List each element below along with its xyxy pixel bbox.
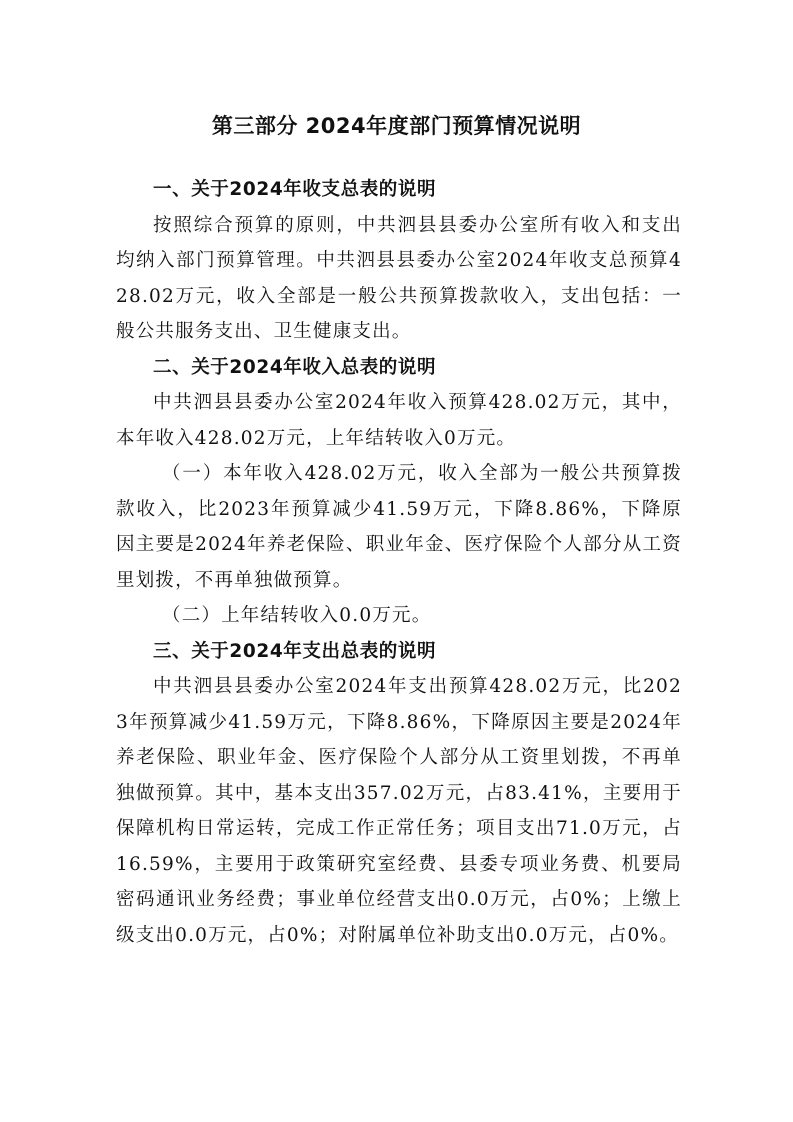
section-1-paragraph-1: 按照综合预算的原则，中共泗县县委办公室所有收入和支出均纳入部门预算管理。中共泗县县委办公室2024年收支总预算428.02万元，收入全部是一般公共预算拨款收入，支出包括：一般公共服务支出、卫生健康支出。: [116, 214, 682, 342]
section-heading-2: 二、关于2024年收入总表的说明: [153, 356, 437, 378]
section-2-paragraph-3: （二）上年结转收入0.0万元。: [162, 605, 432, 626]
document-body: [116, 172, 682, 953]
page-title: 第三部分 2024年度部门预算情况说明: [211, 114, 582, 138]
section-3-paragraph-1: 中共泗县县委办公室2024年支出预算428.02万元，比2023年预算减少41.59万元，下降8.86%，下降原因主要是2024年养老保险、职业年金、医疗保险个人部分从工资里划拨，不再单独做预算。其中，基本支出357.02万元，占83.41%，主要用于保障机构日常运转，完成工作正常任务；项目支出71.0万元，占16.59%，主要用于政策研究室经费、县委专项业务费、机要局密码通讯业务经费；事业单位经营支出0.0万元，占0%；上缴上级支出0.0万元，占0%；对附属单位补助支出0.0万元，占0%。: [116, 676, 682, 946]
section-2-paragraph-2: （一）本年收入428.02万元，收入全部为一般公共预算拨款收入，比2023年预算减少41.59万元，下降8.86%，下降原因主要是2024年养老保险、职业年金、医疗保险个人部分从工资里划拨，不再单独做预算。: [116, 463, 682, 591]
section-heading-1: 一、关于2024年收支总表的说明: [153, 179, 437, 200]
section-heading-3: 三、关于2024年支出总表的说明: [153, 640, 437, 662]
section-2-paragraph-1: 中共泗县县委办公室2024年收入预算428.02万元，其中，本年收入428.02万元，上年结转收入0万元。: [116, 392, 682, 449]
